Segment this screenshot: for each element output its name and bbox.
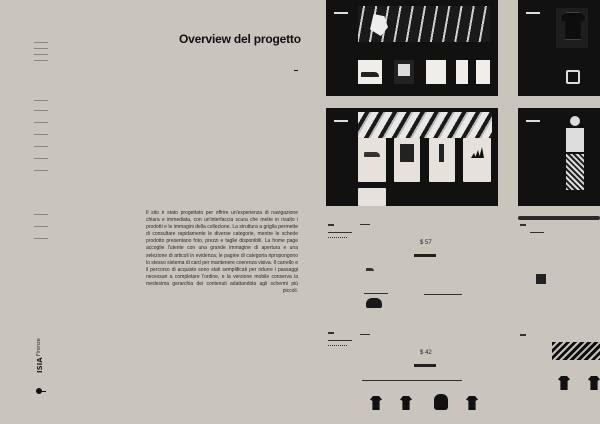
wf-price: $ 42 <box>420 350 432 356</box>
wf-add-to-cart-button[interactable] <box>414 364 436 367</box>
wireframe-category <box>326 330 498 424</box>
wf-line <box>364 293 388 294</box>
rail-mark <box>34 54 48 55</box>
wf-logo <box>520 334 526 336</box>
cart-icon[interactable] <box>566 70 580 84</box>
wf-tshirt-icon <box>588 376 600 390</box>
mockup-home-dark <box>326 0 498 96</box>
wf-breadcrumb <box>360 224 370 225</box>
wf-nav <box>328 340 352 341</box>
wf-nav <box>328 232 352 233</box>
hero-image <box>358 112 492 138</box>
rail-mark <box>34 48 48 49</box>
wireframe-mobile-b <box>518 330 600 424</box>
wf-logo <box>328 332 334 334</box>
page-dot-line <box>40 391 46 392</box>
rail-mark <box>34 122 48 123</box>
product-card[interactable] <box>358 138 386 182</box>
wf-hoodie-icon <box>434 394 448 410</box>
wf-breadcrumb <box>360 334 370 335</box>
brand-label: ISIA <box>36 357 44 373</box>
mockup-product-dark <box>518 0 600 96</box>
wf-product-image <box>536 274 546 284</box>
brand-logo-icon <box>469 146 485 158</box>
mockup-store-dark <box>326 108 498 206</box>
wf-tshirt-icon <box>370 396 382 410</box>
mockup-logo <box>334 120 348 122</box>
wf-shoe-icon <box>366 268 374 271</box>
shoe-icon <box>361 72 379 77</box>
wf-nav <box>328 237 348 238</box>
wf-logo <box>328 224 334 226</box>
shoe-icon <box>364 152 380 157</box>
page-title: Overview del progetto <box>179 32 301 46</box>
wf-line <box>424 294 462 295</box>
wf-tshirt-icon <box>466 396 478 410</box>
product-image <box>439 144 444 162</box>
figure-head <box>570 116 580 126</box>
mockup-logo <box>526 120 540 122</box>
rail-mark <box>34 42 48 43</box>
rail-mark <box>34 100 48 101</box>
wf-line <box>362 380 462 381</box>
rail-mark <box>34 134 48 135</box>
wf-product-shape <box>366 298 382 308</box>
product-thumb[interactable] <box>476 60 490 84</box>
wf-nav <box>328 345 348 346</box>
location-label: Firenze <box>36 338 42 356</box>
wf-tshirt-icon <box>558 376 570 390</box>
figure-legs <box>566 154 584 190</box>
product-card[interactable] <box>358 188 386 206</box>
rail-mark <box>34 238 48 239</box>
product-thumb[interactable] <box>456 60 468 84</box>
rail-mark <box>34 170 48 171</box>
mockup-logo <box>526 12 540 14</box>
wf-line <box>530 232 544 233</box>
mockup-mobile-dark <box>518 108 600 206</box>
product-image <box>400 144 414 162</box>
rail-mark <box>34 214 48 215</box>
rail-mark <box>34 226 48 227</box>
product-thumb[interactable] <box>426 60 446 84</box>
rail-mark <box>34 60 48 61</box>
rail-mark <box>34 146 48 147</box>
figure-body <box>566 128 584 152</box>
title-dash <box>294 70 298 71</box>
mockup-logo <box>334 12 348 14</box>
wf-add-to-cart-button[interactable] <box>414 254 436 257</box>
wf-hero-image <box>552 342 600 360</box>
body-paragraph: Il sito è stato progettato per offrire un'esperienza di navigazione chiara e immediata, con un'interfaccia scura che mette in risalto i prodotti e le immagini della collezione. La struttura a griglia permette di consultare rapidamente le diverse categorie, mentre le schede prodotto presentano foto, prezzi e taglie disponibili. La home page accoglie l'utente con una grande immagine di apertura e una selezione di articoli in evidenza; le pagine di categoria ripropongono lo stesso sistema di card per mantenere coerenza visiva. Il carrello e il percorso di acquisto sono stati semplificati per ridurre i passaggi necessari a completare l'ordine, e la versione mobile conserva la medesima gerarchia dei contenuti adattandola agli schermi più piccoli. <box>146 210 298 295</box>
wireframe-mobile <box>518 222 600 318</box>
section-divider <box>518 216 600 220</box>
tee-print-icon <box>398 64 410 76</box>
wf-price: $ 57 <box>420 240 432 246</box>
product-card[interactable] <box>463 138 491 182</box>
wireframe-product <box>326 222 498 318</box>
rail-mark <box>34 158 48 159</box>
rail-mark <box>34 110 48 111</box>
wf-logo <box>520 224 526 226</box>
wf-tshirt-icon <box>400 396 412 410</box>
